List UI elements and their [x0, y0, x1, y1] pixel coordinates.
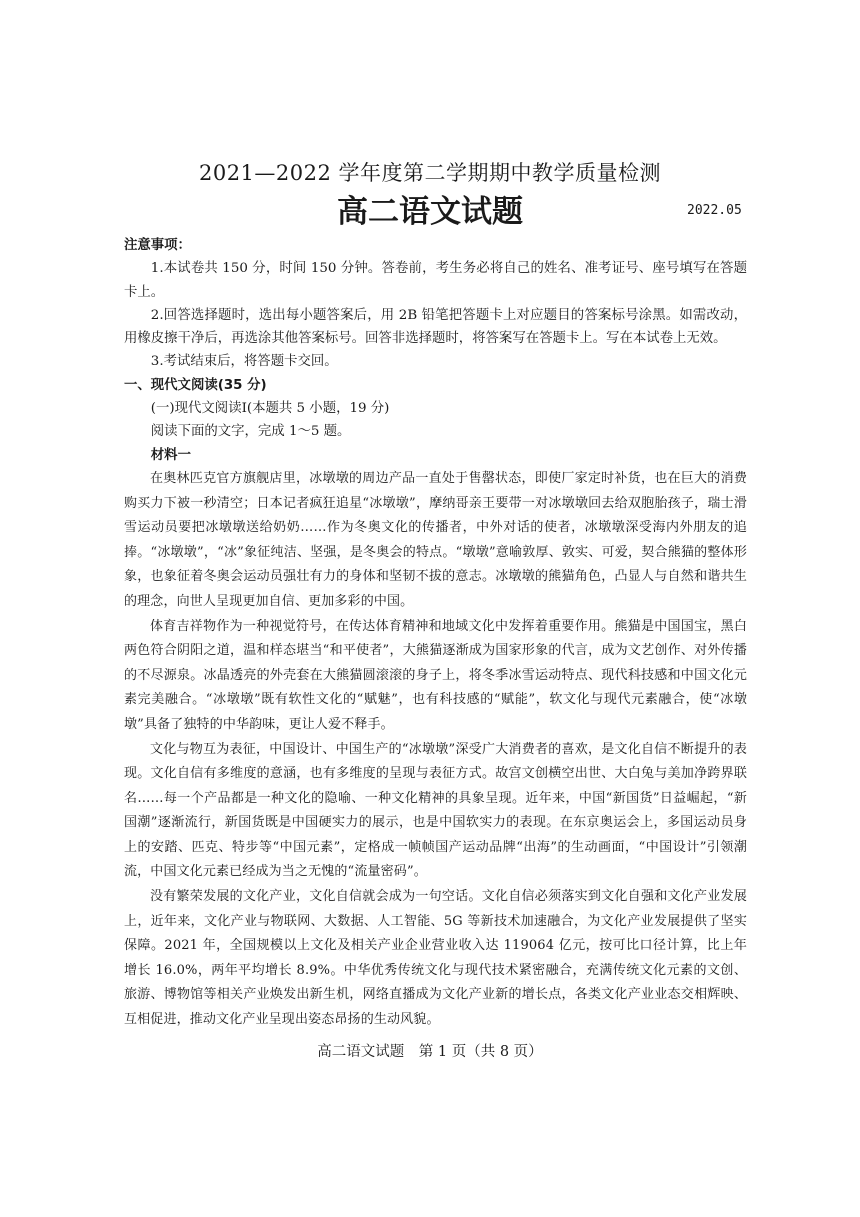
exam-content	[124, 234, 747, 1033]
material-label: 材料一	[150, 447, 191, 463]
exam-date: 2022.05	[687, 203, 742, 218]
page-footer: 高二语文试题 第 1 页（共 8 页）	[317, 1044, 543, 1060]
passage-paragraph-3: 文化与物互为表征，中国设计、中国生产的“冰墩墩”深受广大消费者的喜欢，是文化自信不断提升的表现。文化自信有多维度的意涵，也有多维度的呈现与表征方式。故宫文创横空出世、大白兔与美加净跨界联名……每一个产品都是一种文化的隐喻、一种文化精神的具象呈现。近年来，中国“新国货”日益崛起，“新国潮”逐渐流行，新国货既是中国硬实力的展示，也是中国软实力的表现。在东京奥运会上，多国运动员身上的安踏、匹克、特步等“中国元素”，定格成一帧帧国产运动品牌“出海”的生动画面，“中国设计”引领潮流，中国文化元素已经成为当之无愧的“流量密码”。	[124, 741, 747, 880]
section-heading: 一、现代文阅读(35 分)	[124, 377, 267, 393]
passage-paragraph-2: 体育吉祥物作为一种视觉符号，在传达体育精神和地域文化中发挥着重要作用。熊猫是中国国宝，黑白两色符合阴阳之道，温和样态堪当“和平使者”，大熊猫逐渐成为国家形象的代言，成为文艺创作、对外传播的不尽源泉。冰晶透亮的外壳套在大熊猫圆滚滚的身子上，将冬季冰雪运动特点、现代科技感和中国文化元素完美融合。“冰墩墩”既有软性文化的“赋魅”，也有科技感的“赋能”，软文化与现代元素融合，使“冰墩墩”具备了独特的中华韵味，更让人爱不释手。	[124, 618, 747, 732]
subject-title: 高二语文试题	[337, 194, 523, 230]
notice-item-2: 2.回答选择题时，选出每小题答案后，用 2B 铅笔把答题卡上对应题目的答案标号涂黑。如需改动，用橡皮擦干净后，再选涂其他答案标号。回答非选择题时，将答案写在答题卡上。写在本试卷上无效。	[124, 307, 747, 347]
notice-heading: 注意事项：	[124, 238, 191, 253]
passage-paragraph-1: 在奥林匹克官方旗舰店里，冰墩墩的周边产品一直处于售罄状态，即使厂家定时补货，也在巨大的消费购买力下被一秒清空；日本记者疯狂追星“冰墩墩”，摩纳哥亲王要带一对冰墩墩回去给双胞胎孩子，瑞士滑雪运动员要把冰墩墩送给奶奶……作为冬奥文化的传播者，中外对话的使者，冰墩墩深受海内外朋友的追捧。“冰墩墩”，“冰”象征纯洁、坚强，是冬奥会的特点。“墩墩”意喻敦厚、敦实、可爱，契合熊猫的整体形象，也象征着冬奥会运动员强壮有力的身体和坚韧不拔的意志。冰墩墩的熊猫角色，凸显人与自然和谐共生的理念，向世人呈现更加自信、更加多彩的中国。	[124, 470, 747, 609]
notice-item-1: 1.本试卷共 150 分，时间 150 分钟。答卷前，考生务必将自己的姓名、准考证号、座号填写在答题卡上。	[124, 261, 747, 300]
reading-instruction: 阅读下面的文字，完成 1～5 题。	[150, 424, 351, 440]
exam-title: 2021—2022 学年度第二学期期中教学质量检测	[198, 161, 662, 185]
notice-item-3: 3.考试结束后，将答题卡交回。	[150, 354, 338, 370]
section-subheading: (一)现代文阅读Ⅰ(本题共 5 小题，19 分)	[150, 401, 390, 417]
passage-paragraph-4: 没有繁荣发展的文化产业，文化自信就会成为一句空话。文化自信必须落实到文化自强和文化产业发展上，近年来，文化产业与物联网、大数据、人工智能、5G 等新技术加速融合，为文化产业发展提供了坚实保障。2021 年，全国规模以上文化及相关产业企业营业收入达 119064 亿元，按可比口径计算，比上年增长 16.0%，两年平均增长 8.9%。中华优秀传统文化与现代技术紧密融合，充满传统文化元素的文创、旅游、博物馆等相关产业焕发出新生机，网络直播成为文化产业新的增长点，各类文化产业业态交相辉映、互相促进，推动文化产业呈现出姿态昂扬的生动风貌。	[124, 889, 747, 1028]
